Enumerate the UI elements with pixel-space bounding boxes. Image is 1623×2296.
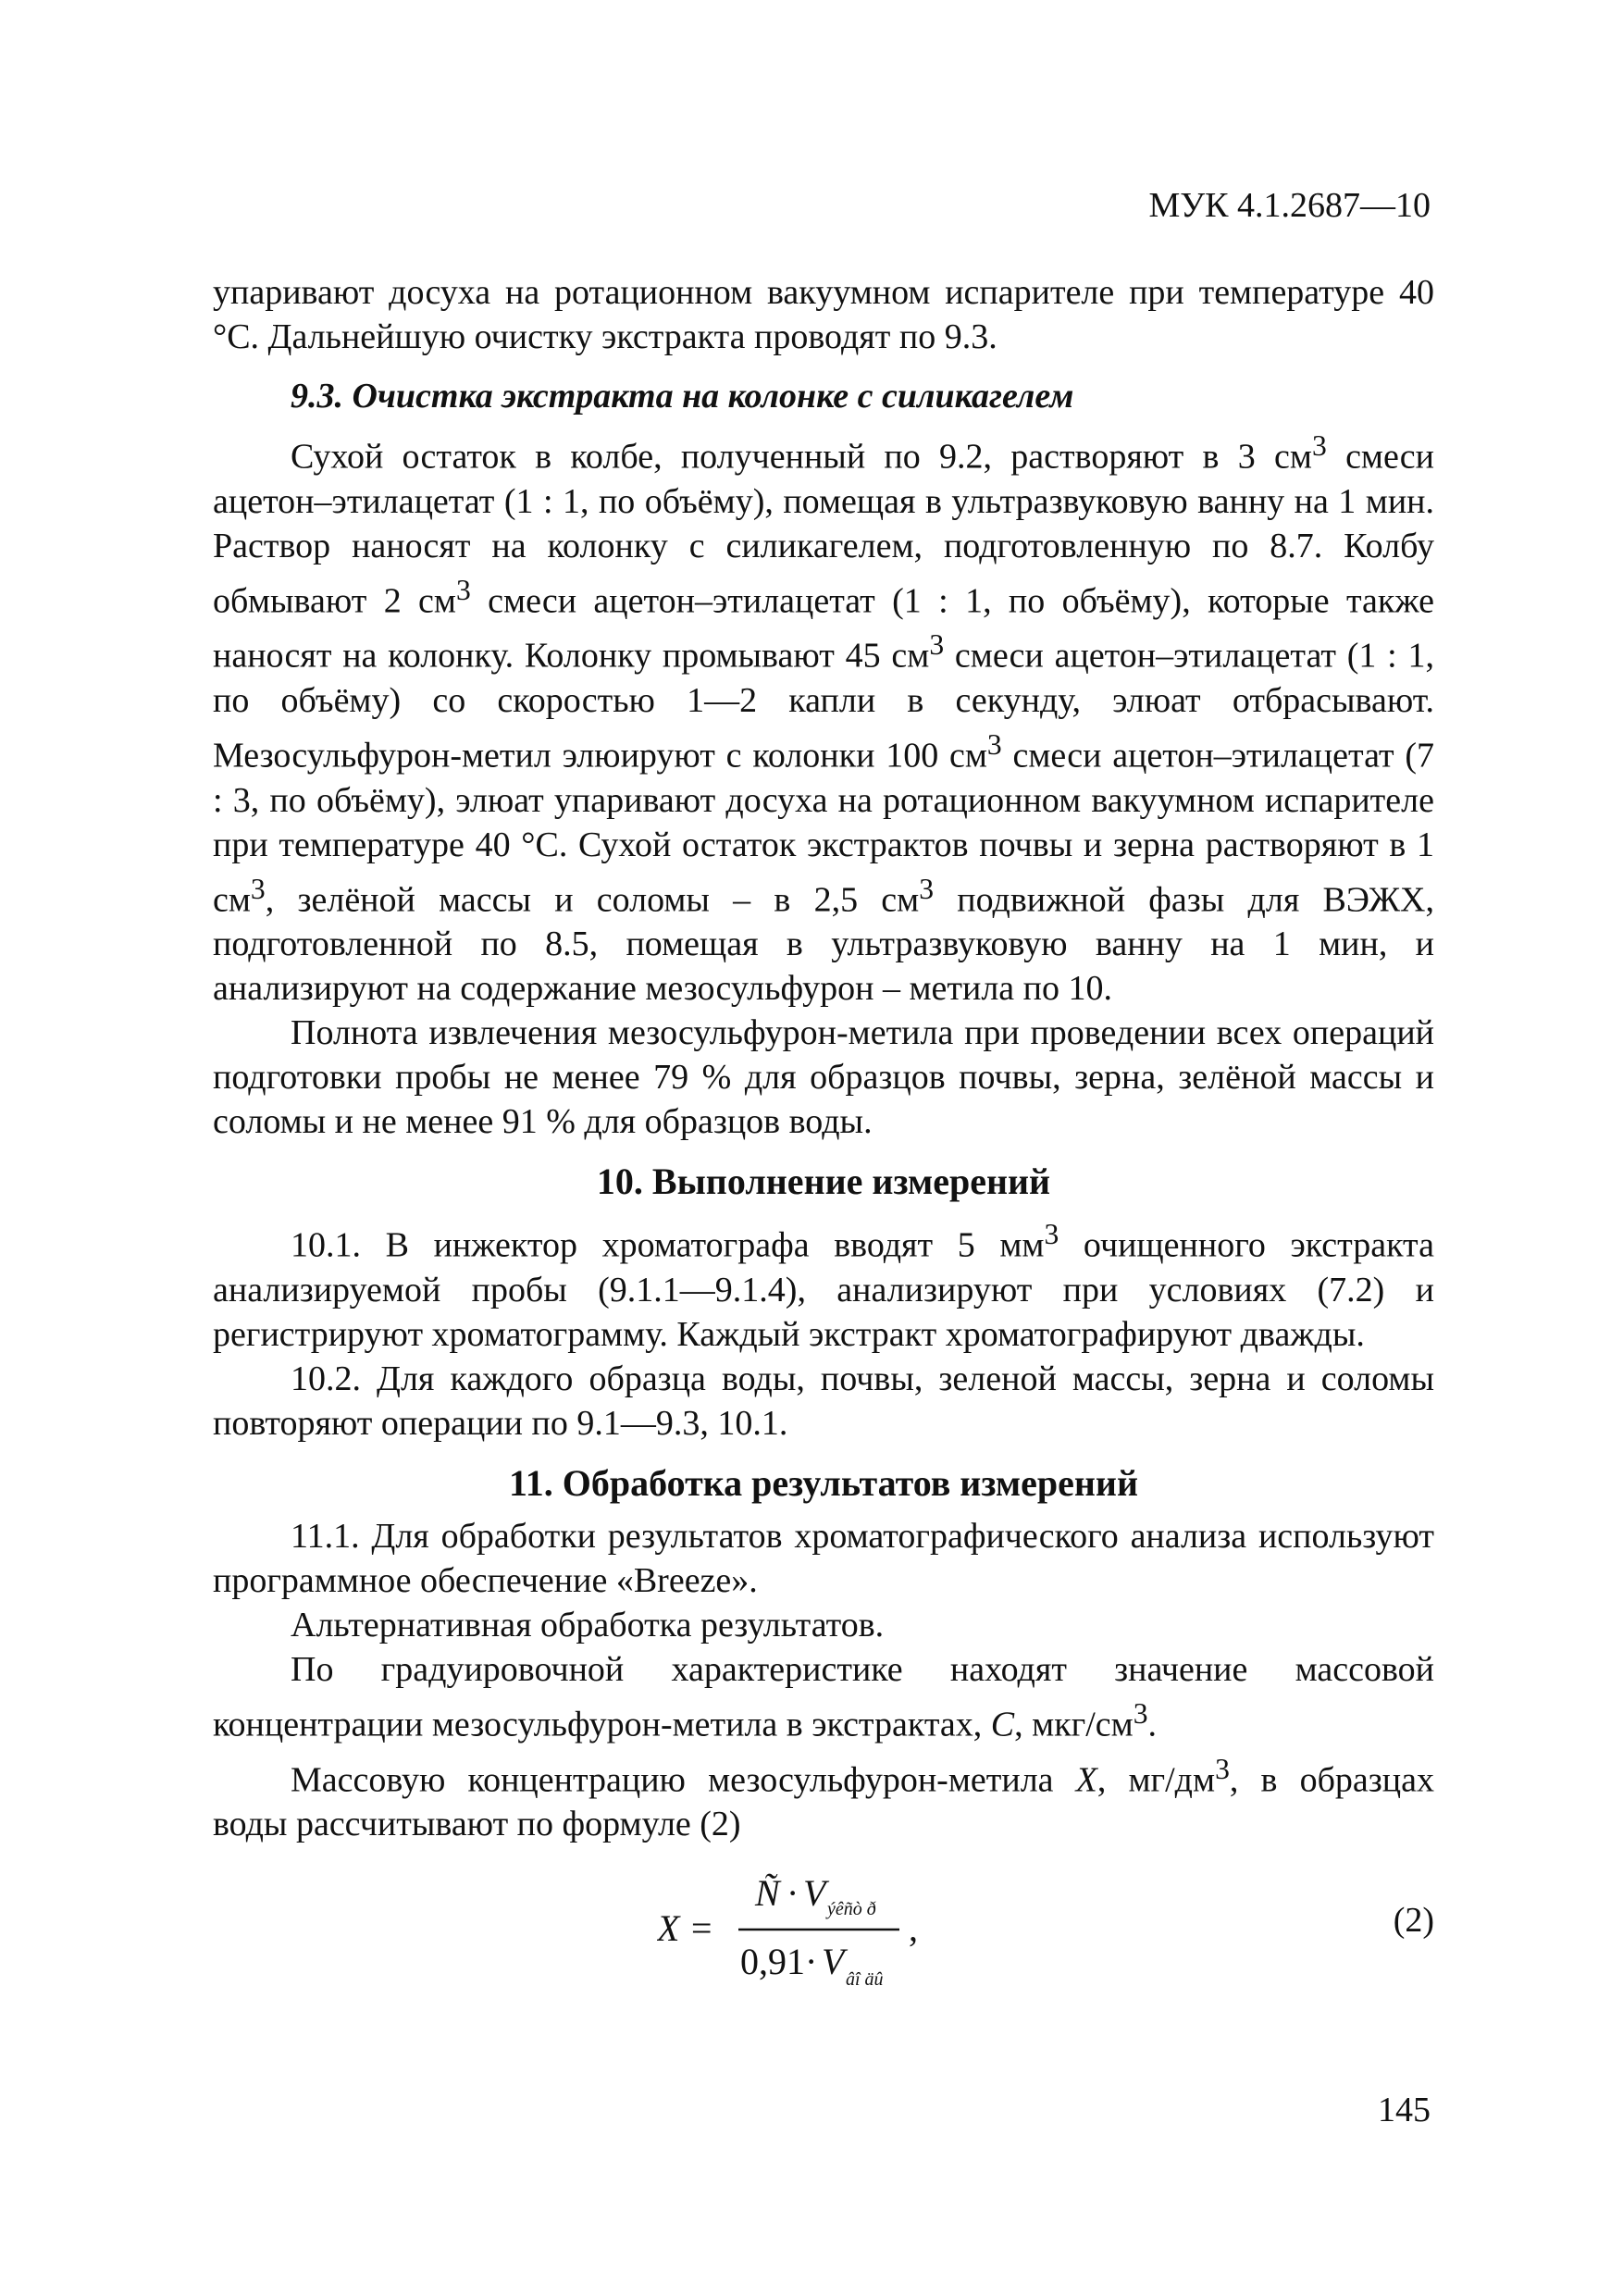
text-segment: очищенного экстракта анализируемой пробы (9.1.1—9.1.4), анализируют при условиях (7.2) и регистрируют хроматограмму. Каждый экстракт хроматографируют дважды. xyxy=(213,1225,1434,1354)
page-number: 145 xyxy=(1378,2091,1431,2129)
paragraph-continuation: упаривают досуха на ротационном вакуумном испарителе при температуре 40 °С. Дальнейшую очистку экстракта проводят по 9.3. xyxy=(213,273,1434,356)
document-code-header: МУК 4.1.2687—10 xyxy=(1148,186,1431,225)
text-segment: , мкг/см xyxy=(1014,1705,1134,1744)
variable-c: С xyxy=(990,1705,1015,1744)
paragraph-9-3 xyxy=(213,424,1434,1011)
text-segment: . xyxy=(1147,1705,1158,1744)
text-segment: подвижной фазы для ВЭЖХ, подготовленной по 8.5, помещая в ультразвуковую ванну на 1 мин, и анализируют на содержание мезосульфурон – метила по 10. xyxy=(213,880,1435,1009)
paragraph-recovery: Полнота извлечения мезосульфурон-метила при проведении всех операций подготовки пробы не менее 79 % для образцов почвы, зерна, зелёной массы и соломы и не менее 91 % для образцов воды. xyxy=(213,1013,1434,1142)
formula-graphic xyxy=(657,1859,1027,1998)
paragraph-calibration xyxy=(213,1647,1434,1747)
section-10-title: 10. Выполнение измерений xyxy=(596,1160,1051,1203)
text-segment: смеси ацетон–этилацетат (7 : 3, по объёму), элюат упаривают досуха на ротационном вакуумном испарителе при температуре 40 °С. Сухой остаток экстрактов почвы и зерна растворяют в 1 см xyxy=(213,736,1434,920)
text-segment: По градуировочной характеристике находят значение массовой концентрации мезосульфурон-метила в экстрактах, xyxy=(213,1649,1434,1744)
text-segment: смеси ацетон–этилацетат (1 : 1, по объёму) со скоростью 1—2 капли в секунду, элюат отбрасывают. Мезосульфурон-метил элюируют с колонки 100 см xyxy=(213,636,1434,776)
formula-numerator-dot: · xyxy=(787,1872,799,1915)
formula-denominator-coefficient: 0,91 xyxy=(740,1941,805,1983)
paragraph-10-2: 10.2. Для каждого образца воды, почвы, зеленой массы, зерна и соломы повторяют операции по 9.1—9.3, 10.1. xyxy=(213,1359,1434,1443)
paragraph-10-1 xyxy=(213,1212,1434,1357)
superscript: 3 xyxy=(1133,1696,1148,1730)
formula-lhs: X = xyxy=(657,1907,714,1950)
paragraph-11-1: 11.1. Для обработки результатов хроматографического анализа используют программное обеспечение «Breeze». xyxy=(213,1516,1434,1600)
superscript: 3 xyxy=(250,872,266,905)
superscript: 3 xyxy=(1215,1752,1230,1785)
text-segment: Сухой остаток в колбе, полученный по 9.2, растворяют в 3 см xyxy=(291,437,1312,477)
formula-numerator-v: V xyxy=(803,1872,826,1915)
superscript: 3 xyxy=(929,628,945,662)
text-segment: , зелёной массы и соломы – в 2,5 см xyxy=(265,880,920,920)
text-segment: смеси ацетон–этилацетат (1 : 1, по объёму), помещая в ультразвуковую ванну на 1 мин. Раствор наносят на колонку с силикагелем, подготовленную по 8.7. Колбу обмывают 2 см xyxy=(213,437,1434,621)
formula-denominator-subscript: âî äû xyxy=(846,1969,884,1991)
text-segment: 10.1. В инжектор хроматографа вводят 5 мм xyxy=(291,1225,1045,1265)
paragraph-alternative: Альтернативная обработка результатов. xyxy=(291,1605,885,1644)
variable-x: X xyxy=(1075,1760,1097,1800)
formula-numerator-c: Ñ xyxy=(755,1872,780,1915)
formula-numerator-subscript: ýêñò ð xyxy=(827,1899,876,1920)
superscript: 3 xyxy=(455,573,471,606)
equation-number: (2) xyxy=(1393,1901,1434,1941)
text-segment: , мг/дм xyxy=(1096,1760,1216,1800)
section-11-title: 11. Обработка результатов измерений xyxy=(508,1461,1139,1504)
subsection-9-3-title: 9.3. Очистка экстракта на колонке с силикагелем xyxy=(291,377,1074,416)
page-content xyxy=(213,270,1434,1998)
text-segment: смеси ацетон–этилацетат (1 : 1, по объёму), которые также наносят на колонку. Колонку промывают 45 см xyxy=(213,581,1434,676)
formula-comma: , xyxy=(909,1907,918,1950)
formula-denominator-dot: · xyxy=(805,1941,818,1983)
formula-2 xyxy=(213,1859,1434,1998)
superscript: 3 xyxy=(1044,1218,1059,1251)
formula-denominator-v: V xyxy=(822,1941,845,1983)
superscript: 3 xyxy=(919,872,935,905)
text-segment: , в образцах воды рассчитывают по формуле (2) xyxy=(213,1760,1434,1844)
text-segment: Массовую концентрацию мезосульфурон-метила xyxy=(291,1760,1076,1800)
paragraph-mass-concentration xyxy=(213,1747,1434,1847)
superscript: 3 xyxy=(986,727,1002,761)
superscript: 3 xyxy=(1311,429,1327,462)
